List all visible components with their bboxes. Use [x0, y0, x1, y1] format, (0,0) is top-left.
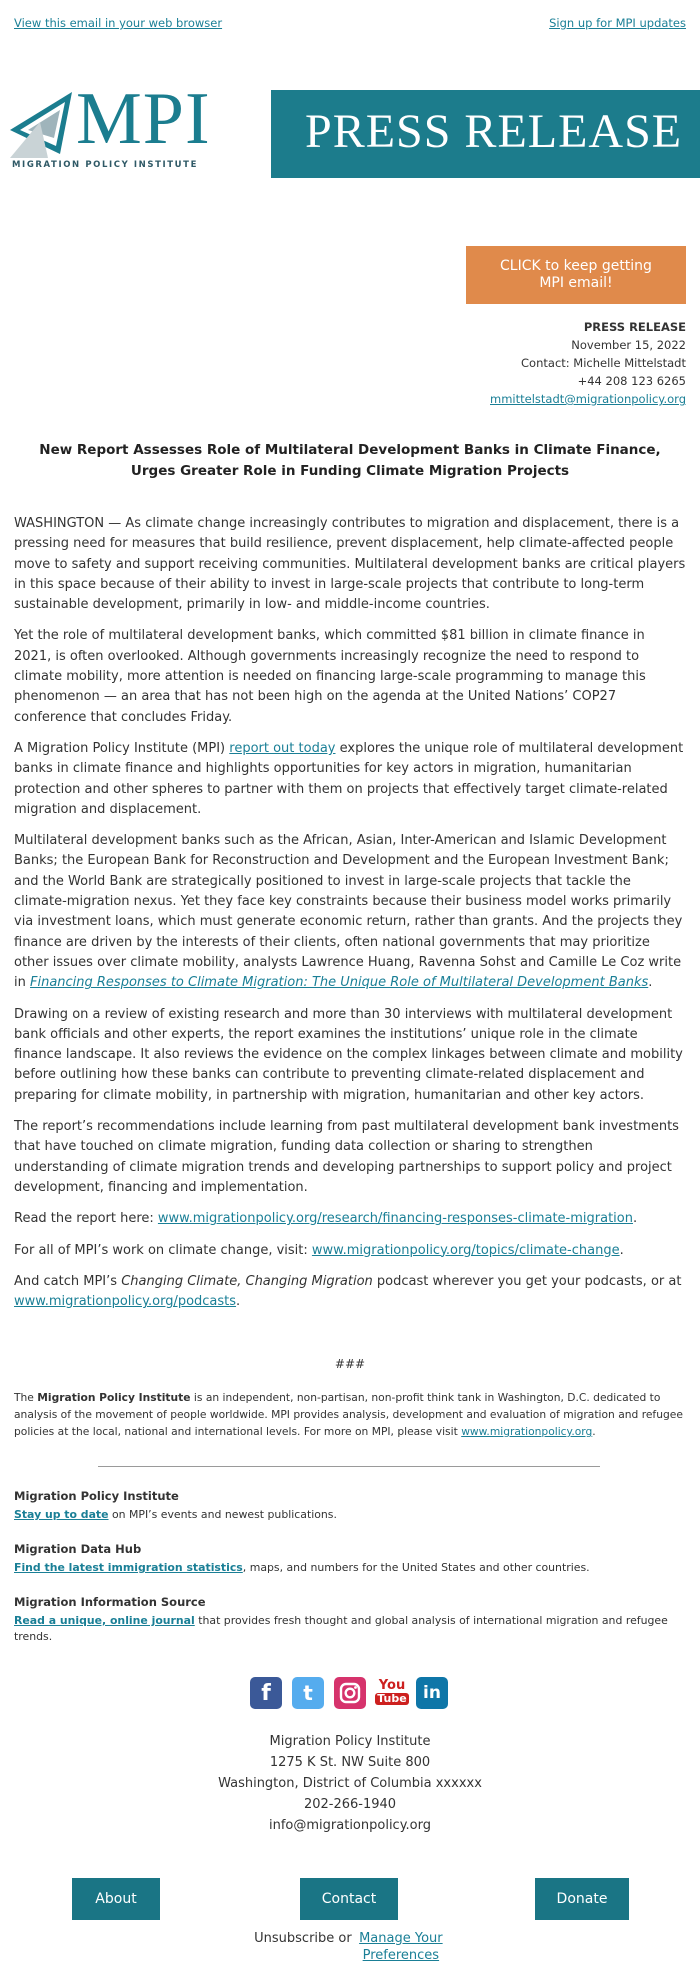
article-body — [14, 514, 686, 1323]
header-banner — [0, 78, 700, 178]
report-url-link[interactable]: www.migrationpolicy.org/research/financing-responses-climate-migration — [157, 1211, 633, 1227]
cta-line-1: CLICK to keep getting — [500, 258, 652, 274]
section-mpi: Migration Policy Institute Stay up to date on MPI’s events and newest publications. — [14, 1488, 686, 1523]
linkedin-icon[interactable]: in — [416, 1677, 448, 1709]
paragraph-4: Multilateral development banks such as the African, Asian, Inter-American and Islamic Development Banks; the European Bank for Reconstruction and Development and the European Investment Bank; and the World Bank are strategically positioned to invest in large-scale projects that tackle the climate-migration nexus. Yet they face key constraints because their business model works primarily via investment loans, which must generate economic return, rather than grants. And the projects they finance are driven by the interests of their clients, often national governments that may prioritize other issues over climate mobility, analysts Lawrence Huang, Ravenna Sohst and Camille Le Coz write in Financing Responses to Climate Migration: The Unique Role of Multilateral Development Banks. — [14, 833, 683, 991]
logo-subtitle: MIGRATION POLICY INSTITUTE — [12, 160, 198, 170]
mpi-website-link[interactable]: www.migrationpolicy.org — [461, 1425, 593, 1438]
paragraph-9: And catch MPI’s Changing Climate, Changing Migration podcast wherever you get your podcasts, or at www.migrationpolicy.org/podcasts. — [14, 1273, 682, 1310]
meta-contact: Contact: Michelle Mittelstadt — [521, 356, 686, 370]
paragraph-2: Yet the role of multilateral development banks, which committed $81 billion in climate finance in 2021, is often overlooked. Although governments increasingly recognize the need to respond to climate mobility, more attention is needed on financing large-scale programming to manage this phenomenon — an area that has not been high on the agenda at the United Nations’ COP27 conference that concludes Friday. — [14, 628, 646, 725]
meta-email-link[interactable]: mmittelstadt@migrationpolicy.org — [490, 392, 686, 406]
twitter-icon[interactable]: t — [292, 1677, 324, 1709]
meta-date: November 15, 2022 — [571, 338, 686, 352]
unsubscribe-line: Unsubscribe or Manage Your Preferences — [0, 1930, 700, 1964]
paragraph-7: Read the report here: www.migrationpolicy.org/research/financing-responses-climate-migration. — [14, 1211, 638, 1227]
section-heading: Migration Data Hub — [14, 1542, 142, 1556]
section-information-source: Migration Information Source Read a unique, online journal that provides fresh thought and global analysis of international migration and refugee trends. — [14, 1594, 686, 1645]
report-title-link[interactable]: Financing Responses to Climate Migration: The Unique Role of Multilateral Development Banks — [29, 975, 649, 991]
address-email: info@migrationpolicy.org — [269, 1818, 431, 1833]
paragraph-5: Drawing on a review of existing research and more than 30 interviews with multilateral development bank officials and other experts, the report examines the institutions’ unique role in the climate finance landscape. It also reviews the evidence on the complex linkages between climate and mobility before outlining how these banks can contribute to preventing climate-related displacement and preparing for climate mobility, in partnership with migration, humanitarian and other key actors. — [14, 1006, 683, 1103]
social-links — [250, 1677, 450, 1711]
meta-label: PRESS RELEASE — [583, 320, 686, 334]
press-release-title: PRESS RELEASE — [305, 105, 683, 158]
youtube-icon[interactable]: You Tube — [374, 1677, 410, 1709]
manage-preferences-link[interactable]: Manage Your Preferences — [359, 1931, 443, 1963]
paragraph-1: WASHINGTON — As climate change increasingly contributes to migration and displacement, there is a pressing need for measures that build resilience, prevent displacement, help climate-affected people move to safety and support receiving communities. Multilateral development banks are critical players in this space because of their ability to invest in large-scale projects that contribute to long-term sustainable development, primarily in low- and middle-income countries. — [14, 516, 686, 613]
section-heading: Migration Information Source — [14, 1595, 206, 1609]
end-marker: ### — [334, 1357, 366, 1371]
logo-letters: MPI — [76, 78, 211, 160]
keep-getting-email-button[interactable] — [466, 246, 686, 304]
address-street: 1275 K St. NW Suite 800 — [269, 1755, 431, 1770]
paragraph-8: For all of MPI’s work on climate change, visit: www.migrationpolicy.org/topics/climate-change. — [14, 1242, 624, 1258]
report-out-today-link[interactable]: report out today — [229, 740, 336, 756]
view-in-browser-link[interactable]: View this email in your web browser — [14, 16, 223, 30]
about-mpi: The Migration Policy Institute is an independent, non-partisan, non-profit think tank in Washington, D.C. dedicated to analysis of the movement of people worldwide. MPI provides analysis, development and evaluation of migration and refugee policies at the local, national and international levels. For more on MPI, please visit www.migrationpolicy.org. — [14, 1391, 683, 1438]
address-city: Washington, District of Columbia xxxxxx — [218, 1776, 482, 1791]
donate-button[interactable]: Donate — [535, 1878, 629, 1920]
contact-button[interactable]: Contact — [300, 1878, 398, 1920]
logo-mark-icon — [10, 92, 72, 158]
instagram-glyph — [334, 1677, 366, 1709]
climate-topic-link[interactable]: www.migrationpolicy.org/topics/climate-change — [311, 1242, 620, 1258]
about-button[interactable]: About — [72, 1878, 160, 1920]
podcasts-link[interactable]: www.migrationpolicy.org/podcasts — [14, 1294, 237, 1310]
instagram-icon[interactable] — [334, 1677, 366, 1709]
stay-up-to-date-link[interactable]: Stay up to date — [14, 1508, 109, 1521]
online-journal-link[interactable]: Read a unique, online journal — [14, 1614, 195, 1627]
latest-statistics-link[interactable]: Find the latest immigration statistics — [14, 1561, 243, 1574]
cta-line-2: MPI email! — [539, 275, 613, 291]
mpi-logo[interactable] — [10, 78, 262, 178]
press-meta — [490, 318, 686, 408]
section-heading: Migration Policy Institute — [14, 1489, 179, 1503]
footer-address — [0, 1731, 700, 1836]
press-release-banner — [271, 90, 700, 178]
signup-link[interactable]: Sign up for MPI updates — [549, 16, 686, 30]
address-name: Migration Policy Institute — [269, 1734, 431, 1749]
meta-phone: +44 208 123 6265 — [577, 374, 686, 388]
address-phone: 202-266-1940 — [303, 1797, 397, 1812]
paragraph-3: A Migration Policy Institute (MPI) report out today explores the unique role of multilateral development banks in climate finance and highlights opportunities for key actors in migration, humanitarian protection and other spheres to partner with them on projects that effectively target climate-related migration and displacement. — [14, 740, 684, 817]
paragraph-6: The report’s recommendations include learning from past multilateral development bank investments that have touched on climate migration, funding data collection or sharing to strengthen understanding of climate migration trends and developing partnerships to support policy and project development, financing and implementation. — [14, 1119, 679, 1195]
section-data-hub: Migration Data Hub Find the latest immigration statistics, maps, and numbers for the United States and other countries. — [14, 1541, 686, 1576]
facebook-icon[interactable]: f — [250, 1677, 282, 1709]
page-title: New Report Assesses Role of Multilateral Development Banks in Climate Finance, Urges Greater Role in Funding Climate Migration Projects — [39, 442, 661, 479]
divider — [98, 1466, 600, 1467]
top-links-bar — [0, 0, 700, 46]
